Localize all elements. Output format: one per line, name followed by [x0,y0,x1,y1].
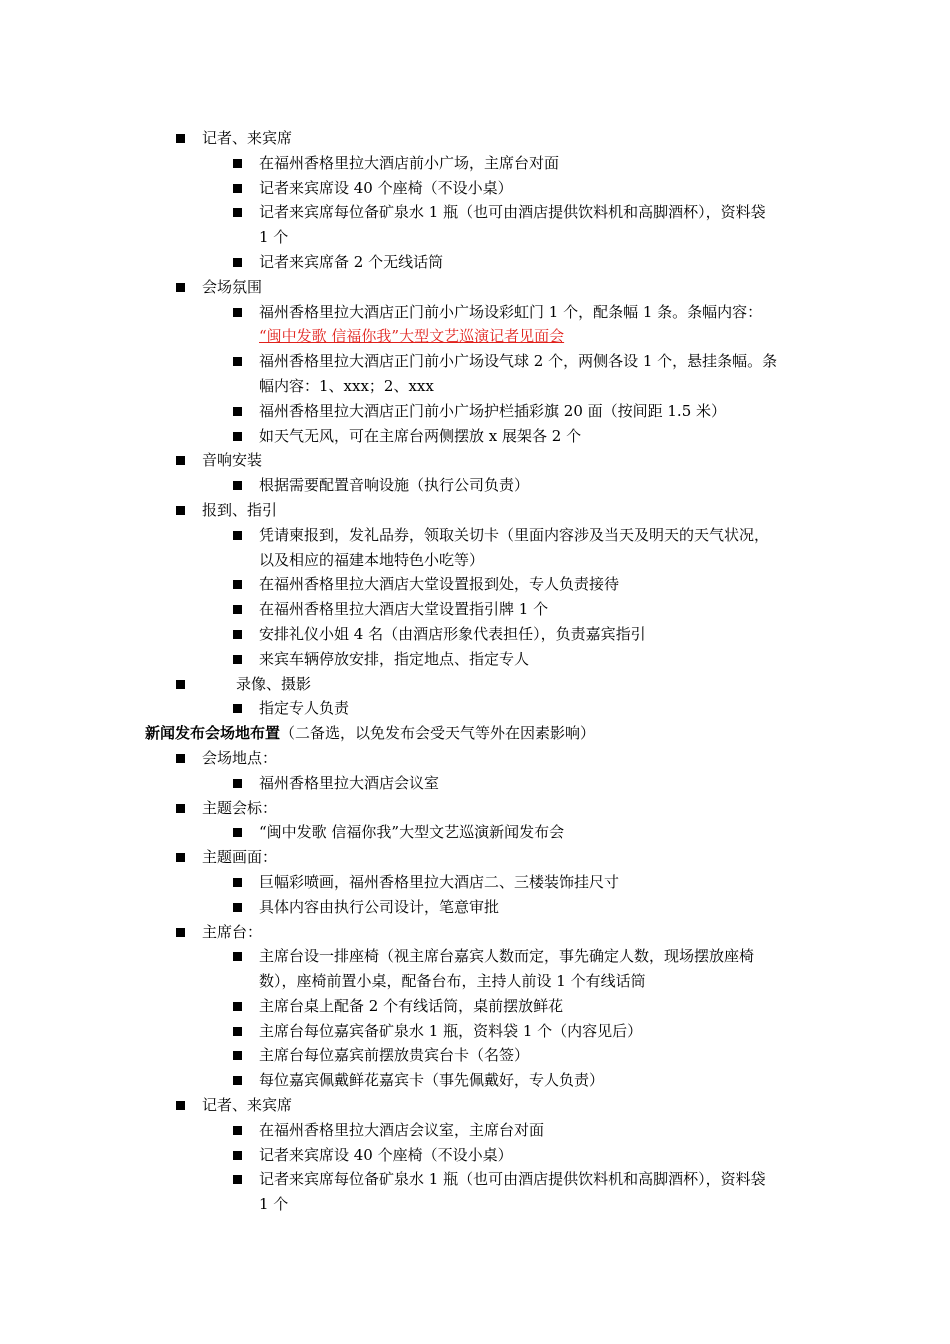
list-item [0,126,950,151]
line-text: 如天气无风，可在主席台两侧摆放 x 展架各 2 个 [259,426,582,445]
list-item-continuation [0,324,950,349]
line-text: 以及相应的福建本地特色小吃等） [259,550,485,569]
square-bullet-icon [233,779,242,788]
line-text: 主席台每位嘉宾备矿泉水 1 瓶，资料袋 1 个（内容见后） [259,1021,643,1040]
list-item [0,920,950,945]
square-bullet-icon [176,134,185,143]
line-text: 主席台桌上配备 2 个有线话筒，桌前摆放鲜花 [259,996,564,1015]
square-bullet-icon [233,184,242,193]
list-item [0,498,950,523]
heading-note: （二备选，以免发布会受天气等外在因素影响） [280,724,596,743]
section-heading [0,721,950,746]
line-text: 音响安装 [202,451,263,470]
square-bullet-icon [233,1051,242,1060]
square-bullet-icon [176,283,185,292]
square-bullet-icon [233,605,242,614]
square-bullet-icon [233,878,242,887]
square-bullet-icon [233,531,242,540]
square-bullet-icon [233,1076,242,1085]
list-item [0,200,950,225]
list-item [0,746,950,771]
square-bullet-icon [233,630,242,639]
line-text: 在福州香格里拉大酒店会议室，主席台对面 [259,1120,545,1139]
line-text: 主题画面： [202,848,278,867]
list-item-continuation [0,1192,950,1217]
square-bullet-icon [233,1175,242,1184]
square-bullet-icon [233,828,242,837]
line-text: “闽中发歌 信福你我”大型文艺巡演记者见面会 [259,327,565,346]
list-item [0,1118,950,1143]
square-bullet-icon [176,1101,185,1110]
line-text: 巨幅彩喷画，福州香格里拉大酒店二、三楼装饰挂尺寸 [259,872,620,891]
list-item [0,771,950,796]
list-item [0,300,950,325]
list-item [0,473,950,498]
list-item [0,944,950,969]
line-text: 福州香格里拉大酒店正门前小广场设彩虹门 1 个，配条幅 1 条。条幅内容： [259,302,763,321]
line-text: 记者来宾席备 2 个无线话筒 [259,252,444,271]
line-text: 记者、来宾席 [202,1096,293,1115]
line-text: 1 个 [259,228,289,247]
line-text: 来宾车辆停放安排，指定地点、指定专人 [259,649,530,668]
line-text: 主题会标： [202,798,278,817]
list-item [0,647,950,672]
line-text: 会场氛围 [202,277,263,296]
list-item [0,572,950,597]
square-bullet-icon [233,903,242,912]
square-bullet-icon [176,506,185,515]
list-item [0,597,950,622]
square-bullet-icon [233,1002,242,1011]
square-bullet-icon [233,1126,242,1135]
square-bullet-icon [176,853,185,862]
list-item [0,1167,950,1192]
list-item-continuation [0,969,950,994]
square-bullet-icon [233,357,242,366]
square-bullet-icon [176,754,185,763]
list-item [0,275,950,300]
list-item [0,523,950,548]
list-item [0,622,950,647]
line-text: 记者来宾席设 40 个座椅（不设小桌） [259,178,513,197]
square-bullet-icon [176,928,185,937]
list-item [0,349,950,374]
line-text: 安排礼仪小姐 4 名（由酒店形象代表担任），负责嘉宾指引 [259,624,646,643]
square-bullet-icon [176,680,185,689]
list-item [0,845,950,870]
document-body [0,126,950,1217]
square-bullet-icon [233,208,242,217]
line-text: 主席台每位嘉宾前摆放贵宾台卡（名签） [259,1046,530,1065]
square-bullet-icon [233,655,242,664]
list-item [0,672,950,697]
square-bullet-icon [233,407,242,416]
list-item [0,994,950,1019]
list-item [0,1093,950,1118]
list-item [0,1143,950,1168]
heading-bold-text: 新闻发布会场地布置 [145,724,281,743]
list-item [0,870,950,895]
line-text: 记者来宾席每位备矿泉水 1 瓶（也可由酒店提供饮料机和高脚酒杯），资料袋 [259,1170,766,1189]
square-bullet-icon [176,456,185,465]
line-text: 录像、摄影 [236,674,312,693]
line-text: 记者来宾席每位备矿泉水 1 瓶（也可由酒店提供饮料机和高脚酒杯），资料袋 [259,203,766,222]
list-item [0,796,950,821]
list-item [0,1019,950,1044]
list-item [0,250,950,275]
line-text: 会场地点： [202,748,278,767]
list-item [0,448,950,473]
line-text: 指定专人负责 [259,699,350,718]
square-bullet-icon [233,159,242,168]
line-text: 在福州香格里拉大酒店大堂设置报到处，专人负责接待 [259,575,620,594]
line-text: 福州香格里拉大酒店会议室 [259,773,440,792]
list-item-continuation [0,225,950,250]
line-text: 福州香格里拉大酒店正门前小广场设气球 2 个，两侧各设 1 个，悬挂条幅。条 [259,352,778,371]
list-item-continuation [0,374,950,399]
line-text: 数），座椅前置小桌，配备台布，主持人前设 1 个有线话筒 [259,972,646,991]
line-text: 幅内容：1、xxx；2、xxx [259,376,434,395]
list-item [0,696,950,721]
line-text: 福州香格里拉大酒店正门前小广场护栏插彩旗 20 面（按间距 1.5 米） [259,401,727,420]
square-bullet-icon [176,804,185,813]
line-text: 具体内容由执行公司设计，笔意审批 [259,897,500,916]
list-item [0,399,950,424]
line-text: 记者来宾席设 40 个座椅（不设小桌） [259,1145,513,1164]
square-bullet-icon [233,580,242,589]
list-item [0,424,950,449]
line-text: 主席台： [202,922,263,941]
square-bullet-icon [233,258,242,267]
list-item-continuation [0,548,950,573]
square-bullet-icon [233,1027,242,1036]
line-text: 报到、指引 [202,500,278,519]
line-text: 主席台设一排座椅（视主席台嘉宾人数而定，事先确定人数，现场摆放座椅 [259,947,755,966]
list-item [0,176,950,201]
line-text: 根据需要配置音响设施（执行公司负责） [259,476,530,495]
square-bullet-icon [233,952,242,961]
square-bullet-icon [233,481,242,490]
list-item [0,1068,950,1093]
line-text: 每位嘉宾佩戴鲜花嘉宾卡（事先佩戴好，专人负责） [259,1071,605,1090]
square-bullet-icon [233,704,242,713]
square-bullet-icon [233,308,242,317]
line-text [145,721,595,746]
line-text: 在福州香格里拉大酒店大堂设置指引牌 1 个 [259,600,549,619]
square-bullet-icon [233,432,242,441]
list-item [0,820,950,845]
list-item [0,895,950,920]
line-text: 凭请柬报到，发礼品券，领取关切卡（里面内容涉及当天及明天的天气状况， [259,525,770,544]
line-text: 记者、来宾席 [202,129,293,147]
line-text: 在福州香格里拉大酒店前小广场，主席台对面 [259,153,560,172]
list-item [0,1043,950,1068]
line-text: “闽中发歌 信福你我”大型文艺巡演新闻发布会 [259,823,565,842]
list-item [0,151,950,176]
line-text: 1 个 [259,1195,289,1214]
square-bullet-icon [233,1151,242,1160]
